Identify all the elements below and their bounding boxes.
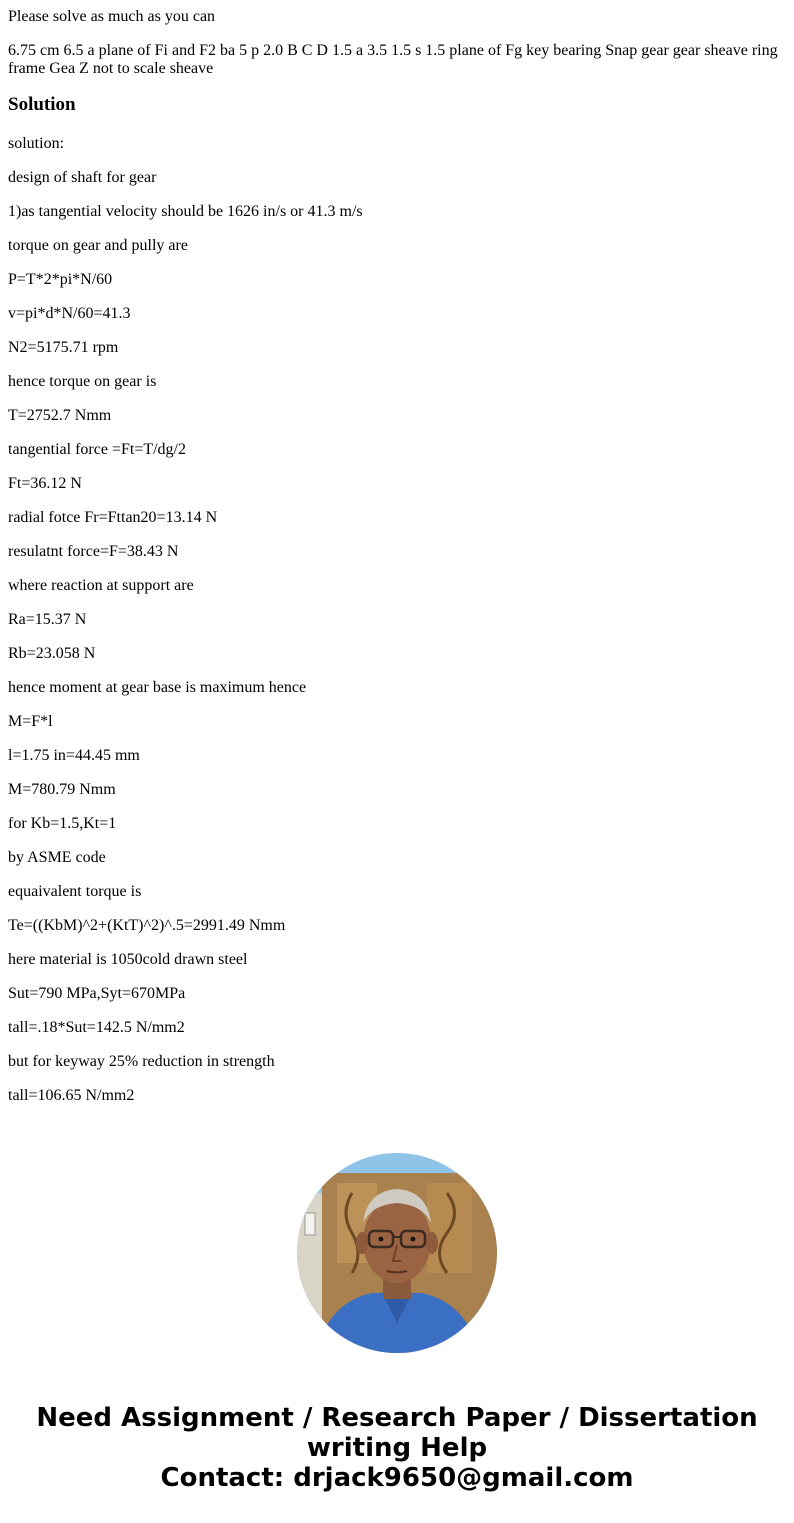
solution-line: tall=106.65 N/mm2 [8, 1087, 135, 1104]
solution-line: M=F*l [8, 713, 53, 730]
solution-line: for Kb=1.5,Kt=1 [8, 815, 117, 832]
solution-line: Ft=36.12 N [8, 475, 82, 492]
solution-line: l=1.75 in=44.45 mm [8, 747, 140, 764]
solution-line: v=pi*d*N/60=41.3 [8, 305, 131, 322]
banner-line-writing-help: writing Help [306, 1433, 488, 1463]
banner-line-assignment: Need Assignment / Research Paper / Dissertation [36, 1403, 758, 1433]
solution-line: solution: [8, 135, 65, 152]
solution-line: T=2752.7 Nmm [8, 407, 112, 424]
solution-line: tangential force =Ft=T/dg/2 [8, 441, 186, 458]
question-figure-text: 6.75 cm 6.5 a plane of Fi and F2 ba 5 p 2.0 B C D 1.5 a 3.5 1.5 s 1.5 plane of Fg key bearing Snap gear gear sheave ring frame Gea Z not to scale sheave [8, 42, 778, 77]
solution-line: here material is 1050cold drawn steel [8, 951, 248, 968]
solution-line: by ASME code [8, 849, 106, 866]
solution-line: Rb=23.058 N [8, 645, 96, 662]
solution-line: equaivalent torque is [8, 883, 142, 900]
solution-line: hence moment at gear base is maximum hence [8, 679, 307, 696]
solution-line: M=780.79 Nmm [8, 781, 116, 798]
solution-heading: Solution [8, 94, 76, 115]
question-prompt: Please solve as much as you can [8, 8, 216, 25]
solution-line: N2=5175.71 rpm [8, 339, 119, 356]
solution-line: P=T*2*pi*N/60 [8, 271, 113, 288]
solution-line: design of shaft for gear [8, 169, 157, 186]
solution-line: tall=.18*Sut=142.5 N/mm2 [8, 1019, 185, 1036]
author-photo [297, 1153, 497, 1353]
contact-banner [0, 1403, 794, 1493]
solution-line: but for keyway 25% reduction in strength [8, 1053, 275, 1070]
solution-line: Ra=15.37 N [8, 611, 87, 628]
solution-line: radial fotce Fr=Fttan20=13.14 N [8, 509, 218, 526]
solution-line: Te=((KbM)^2+(KtT)^2)^.5=2991.49 Nmm [8, 917, 286, 934]
solution-line: where reaction at support are [8, 577, 194, 594]
solution-line: 1)as tangential velocity should be 1626 in/s or 41.3 m/s [8, 203, 363, 220]
author-avatar [297, 1153, 497, 1353]
document-body [8, 8, 786, 1121]
solution-line: Sut=790 MPa,Syt=670MPa [8, 985, 186, 1002]
banner-line-contact-email: Contact: drjack9650@gmail.com [160, 1463, 634, 1493]
solution-line: resulatnt force=F=38.43 N [8, 543, 179, 560]
solution-line: hence torque on gear is [8, 373, 157, 390]
solution-line: torque on gear and pully are [8, 237, 188, 254]
